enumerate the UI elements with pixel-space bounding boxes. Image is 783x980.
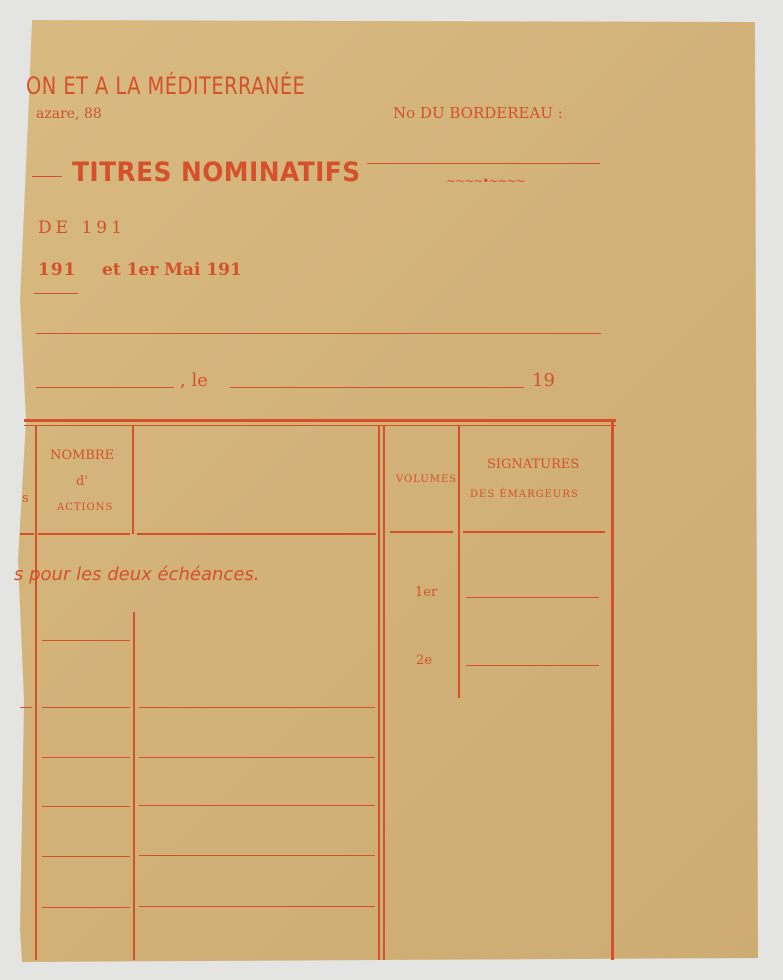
row-line — [139, 757, 375, 758]
col-sep-b — [132, 426, 134, 534]
row-line — [139, 707, 375, 708]
col-header-volumes: VOLUMES — [396, 474, 458, 485]
bordereau-label: No DU BORDEREAU : — [393, 104, 563, 122]
col-header-signatures: SIGNATURES — [487, 457, 580, 472]
place-line — [36, 387, 174, 388]
col-sep-b-lower — [133, 612, 135, 960]
date-line: DE 191 — [38, 218, 126, 238]
header-bottom-5 — [463, 531, 605, 533]
col-header-actions: ACTIONS — [57, 502, 114, 513]
row-line-edge — [20, 707, 32, 708]
second-echeance-label: 2e — [416, 653, 432, 668]
col-header-emargeurs: DES ÉMARGEURS — [470, 489, 579, 500]
table-top-inner — [24, 425, 616, 426]
row-line — [42, 640, 130, 641]
col-sep-d — [458, 426, 460, 698]
col-sep-c1 — [378, 426, 380, 960]
ornament-flourish: ~~~~•~~~~ — [446, 174, 525, 188]
row-line — [139, 855, 375, 856]
col-sep-c2 — [383, 426, 385, 960]
col-sep-a — [35, 426, 37, 960]
header-bottom-1 — [20, 533, 34, 535]
document-title: TITRES NOMINATIFS — [72, 157, 361, 188]
row-note: s pour les deux échéances. — [14, 564, 260, 585]
col-sep-right — [611, 420, 614, 960]
col-header-de: d' — [76, 474, 88, 489]
header-left-dash — [32, 176, 62, 177]
year-prefix: 19 — [532, 370, 555, 391]
col-header-nombre: NOMBRE — [50, 448, 115, 463]
company-address: azare, 88 — [36, 106, 102, 122]
due-date-year: 191 — [38, 260, 77, 280]
row-line — [42, 856, 130, 857]
row-line — [139, 805, 375, 806]
blank-line-1 — [36, 333, 601, 334]
company-name: ON ET A LA MÉDITERRANÉE — [26, 72, 306, 100]
due-date-may: et 1er Mai 191 — [102, 260, 242, 280]
row-line — [42, 707, 130, 708]
header-bottom-4 — [390, 531, 453, 533]
signature-line-1 — [466, 597, 599, 598]
date-fill-line — [230, 387, 524, 388]
row-line — [139, 906, 375, 907]
row-line — [42, 806, 130, 807]
row-line — [42, 907, 130, 908]
row-line — [42, 757, 130, 758]
title-rule — [367, 163, 600, 164]
header-bottom-3 — [137, 533, 376, 535]
table-top-border — [24, 419, 616, 422]
first-echeance-label: 1er — [415, 585, 438, 600]
signature-line-2 — [466, 665, 599, 666]
due-underline — [34, 293, 78, 294]
le-label: , le — [180, 370, 208, 391]
header-bottom-2 — [38, 533, 130, 535]
col-header-fragment: s — [22, 491, 29, 506]
